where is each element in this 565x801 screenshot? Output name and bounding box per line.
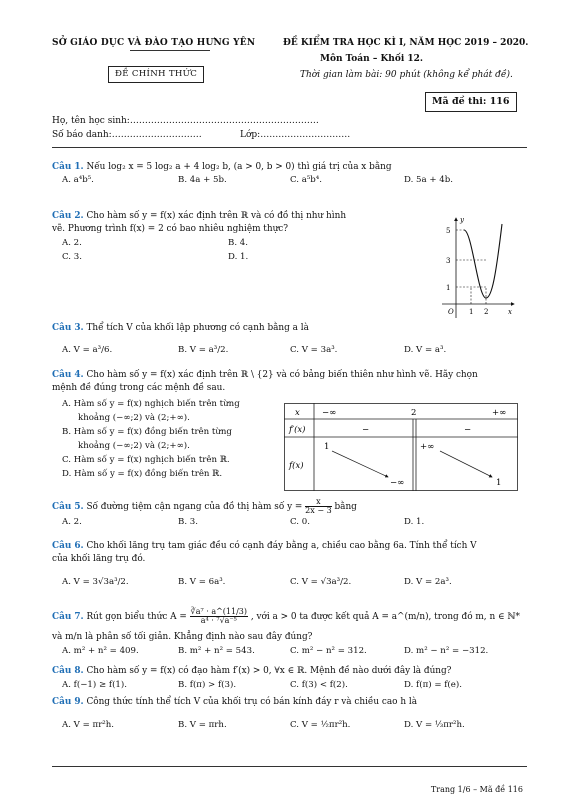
q7-option-d[interactable]: D. m² − n² = −312. — [404, 646, 489, 656]
page-footer: Trang 1/6 – Mã đề 116 — [430, 785, 523, 794]
header-underline — [130, 50, 210, 51]
q2-option-c[interactable]: C. 3. — [62, 252, 82, 262]
q7-option-c[interactable]: C. m² − n² = 312. — [290, 646, 367, 656]
f-end: 1 — [496, 478, 502, 488]
q8-option-d[interactable]: D. f(π) = f(e). — [404, 680, 462, 690]
q1-option-a[interactable]: A. a⁴b⁵. — [62, 175, 94, 185]
variation-table — [284, 403, 518, 491]
row-f-label: f(x) — [289, 461, 304, 471]
q5-fraction: $\frac{x}{2x - 3}$ — [305, 497, 332, 515]
subject-line: Môn Toán – Khối 12. — [320, 54, 424, 64]
q5-option-c[interactable]: C. 0. — [290, 517, 310, 527]
y-tick-1: 1 — [446, 284, 451, 292]
department-name: SỞ GIÁO DỤC VÀ ĐÀO TẠO HƯNG YÊN — [52, 38, 256, 48]
fprime-sign-right: − — [464, 425, 472, 435]
q2-option-d[interactable]: D. 1. — [228, 252, 249, 262]
exam-code-box: Mã đề thi: 116 — [425, 92, 517, 112]
q4-option-b[interactable]: B. Hàm số y = f(x) đồng biến trên từng — [62, 427, 232, 437]
q2-option-b[interactable]: B. 4. — [228, 238, 248, 248]
question-6-line2: của khối lăng trụ đó. — [52, 554, 146, 564]
q5-option-a[interactable]: A. 2. — [62, 517, 82, 527]
q7-option-a[interactable]: A. m² + n² = 409. — [62, 646, 139, 656]
q8-option-a[interactable]: A. f(−1) ≥ f(1). — [62, 680, 127, 690]
q3-option-a[interactable]: A. V = a³/6. — [62, 345, 113, 355]
question-9: Câu 9. Công thức tính thể tích V của khối trụ có bán kính đáy r và chiều cao h là — [52, 697, 418, 707]
q2-option-a[interactable]: A. 2. — [62, 238, 82, 248]
question-6: Câu 6. Cho khối lăng trụ tam giác đều có cạnh đáy bằng a, chiều cao bằng 6a. Tính thể tích V — [52, 541, 477, 551]
question-7-line2: và m/n là phân số tối giản. Khẳng định nào sau đây đúng? — [52, 632, 313, 642]
q3-option-c[interactable]: C. V = 3a³. — [290, 345, 338, 355]
x-tick-2: 2 — [484, 308, 489, 316]
q9-option-c[interactable]: C. V = ½πr²h. — [290, 720, 351, 730]
q1-option-c[interactable]: C. a⁵b⁴. — [290, 175, 322, 185]
q4-option-c[interactable]: C. Hàm số y = f(x) nghịch biến trên ℝ. — [62, 455, 230, 465]
y-tick-3: 3 — [446, 257, 451, 265]
q4-option-b-cont: khoảng (−∞;2) và (2;+∞). — [78, 441, 190, 451]
question-4: Câu 4. Cho hàm số y = f(x) xác định trên ℝ \ {2} và có bảng biến thiên như hình vẽ. Hãy chọn — [52, 370, 478, 380]
question-2: Câu 2. Cho hàm số y = f(x) xác định trên ℝ và có đồ thị như hình — [52, 211, 347, 221]
q3-option-d[interactable]: D. V = a³. — [404, 345, 447, 355]
question-4-line2: mệnh đề đúng trong các mệnh đề sau. — [52, 383, 226, 393]
f-start: 1 — [324, 442, 330, 452]
header-divider — [52, 147, 527, 148]
q5-option-b[interactable]: B. 3. — [178, 517, 198, 527]
q8-option-c[interactable]: C. f(3) < f(2). — [290, 680, 348, 690]
footer-divider — [52, 766, 527, 767]
question-2-line2: vẽ. Phương trình f(x) = 2 có bao nhiêu nghiệm thực? — [52, 224, 289, 234]
q3-option-b[interactable]: B. V = a³/2. — [178, 345, 229, 355]
y-axis-label: y — [460, 216, 464, 224]
student-id-field: Số báo danh:………………………… — [52, 130, 202, 140]
origin-label: O — [448, 308, 454, 316]
time-note: Thời gian làm bài: 90 phút (không kể phát đề). — [300, 70, 513, 80]
student-name-field: Họ, tên học sinh:……………………………………………………… — [52, 116, 319, 126]
class-field: Lớp:………………………… — [240, 130, 351, 140]
q6-option-b[interactable]: B. V = 6a³. — [178, 577, 226, 587]
question-1: Câu 1. Nếu log₂ x = 5 log₂ a + 4 log₂ b, (a > 0, b > 0) thì giá trị của x bằng — [52, 162, 392, 172]
f-left-limit: −∞ — [390, 478, 405, 488]
row-fprime-label: f′(x) — [289, 425, 306, 435]
x-pos-inf: +∞ — [492, 408, 507, 418]
fprime-sign-left: − — [362, 425, 370, 435]
q7-expression: $\frac{\text{∛a⁷ · a\textasciicircum{}(11/3)}}{\text{a⁴ · ⁷√a⁻⁵}}$ — [190, 607, 247, 625]
q4-option-d[interactable]: D. Hàm số y = f(x) đồng biến trên ℝ. — [62, 469, 223, 479]
x-neg-inf: −∞ — [322, 408, 337, 418]
q4-option-a-cont: khoảng (−∞;2) và (2;+∞). — [78, 413, 190, 423]
exam-title: ĐỀ KIỂM TRA HỌC KÌ I, NĂM HỌC 2019 – 2020. — [283, 38, 529, 48]
q1-option-b[interactable]: B. 4a + 5b. — [178, 175, 227, 185]
q7-option-b[interactable]: B. m² + n² = 543. — [178, 646, 255, 656]
q9-option-b[interactable]: B. V = πrh. — [178, 720, 227, 730]
q8-option-b[interactable]: B. f(π) > f(3). — [178, 680, 237, 690]
q9-option-d[interactable]: D. V = ⅓πr²h. — [404, 720, 465, 730]
q5-option-d[interactable]: D. 1. — [404, 517, 425, 527]
y-tick-5: 5 — [446, 227, 451, 235]
x-tick-1: 1 — [469, 308, 474, 316]
row-x-label: x — [295, 408, 300, 418]
function-graph — [438, 214, 518, 320]
official-badge: ĐỀ CHÍNH THỨC — [108, 66, 204, 83]
question-3: Câu 3. Thể tích V của khối lập phương có cạnh bằng a là — [52, 323, 309, 333]
question-7: Câu 7. Rút gọn biểu thức A = $\frac{\text{∛a⁷ · a\textasciicircum{}(11/3)}}{\text{a⁴ · ⁷√a⁻⁵}}$ , với a > 0 ta được kết quả A = a^(m/n), trong đó m, n ∈ ℕ* — [52, 607, 520, 625]
question-5: Câu 5. Số đường tiệm cận ngang của đồ thị hàm số y = $\frac{x}{2x - 3}$ bằng — [52, 497, 357, 515]
q9-option-a[interactable]: A. V = πr²h. — [62, 720, 115, 730]
x-two: 2 — [411, 408, 417, 418]
f-right-limit: +∞ — [420, 442, 435, 452]
curve — [464, 224, 502, 298]
q6-option-c[interactable]: C. V = √3a³/2. — [290, 577, 352, 587]
question-8: Câu 8. Cho hàm số y = f(x) có đạo hàm f′(x) > 0, ∀x ∈ ℝ. Mệnh đề nào dưới đây là đúng? — [52, 666, 452, 676]
q4-option-a[interactable]: A. Hàm số y = f(x) nghịch biến trên từng — [62, 399, 240, 409]
q1-option-d[interactable]: D. 5a + 4b. — [404, 175, 454, 185]
q6-option-a[interactable]: A. V = 3√3a³/2. — [62, 577, 129, 587]
x-axis-label: x — [508, 308, 512, 316]
q6-option-d[interactable]: D. V = 2a³. — [404, 577, 452, 587]
